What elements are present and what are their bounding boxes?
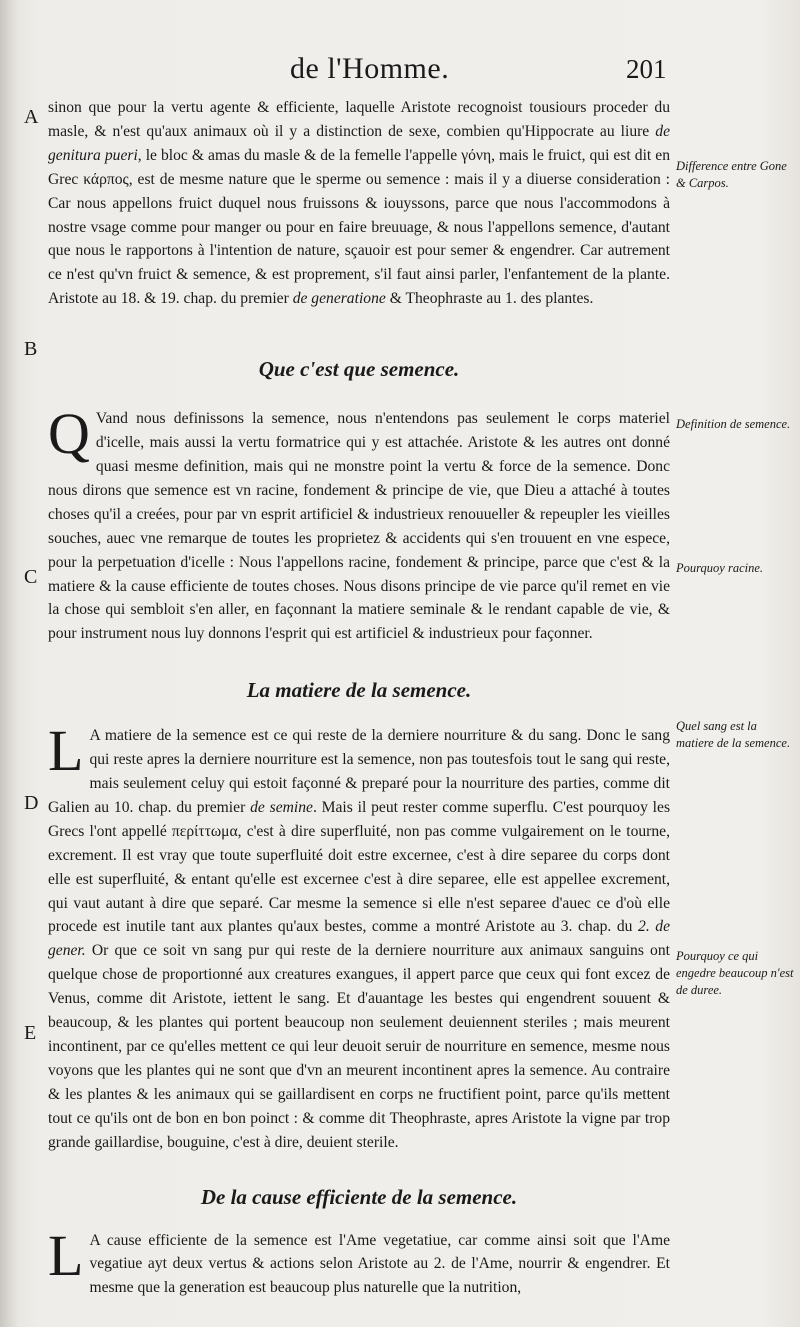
margin-letter-a: A [24,106,39,128]
section-heading-matiere: La matiere de la semence. [246,678,472,703]
paragraph-4: L A cause efficiente de la semence est l'Ame vegetatiue, car comme ainsi soit que l'Ame vegatiue ayt deux vertus & actions selon Aristote au 2. de l'Ame, nourrir & engendrer. Et mesme que la generation est beaucoup plus naturelle que la nutrition, [48,1222,670,1297]
margin-letter-e: E [24,1022,37,1044]
margin-note-difference: Difference entre Gone & Carpos. [676,159,787,190]
italic-term: 2. de gener. [48,918,670,960]
section-heading-semence: Que c'est que semence. [258,357,460,382]
margin-note-definition: Definition de semence. [676,417,791,431]
running-title: de l'Homme. [290,52,450,85]
italic-term: de generatione [292,290,386,308]
drop-capital: Q [48,401,90,467]
paragraph-3: L A matiere de la semence est ce qui reste de la derniere nourriture & du sang. Donc le sang qui reste apres la derniere nourriture est la semence, non pas toutesfois tout le sang qui reste, mais seulement celuy qui estoit façonné & preparé pour la nourriture des parties, comme dit Galien au 10. chap. du premier de semine. Mais il peut rester comme superflu. C'est pourquoy les Grecs l'ont appellé περίττωμα, c'est à dire superfluité, non pas comme vulgairement on le tourne, excrement. Il est vray que toute superfluité doit estre excernee, c'est à dire separee du corps dont elle est superfluité, & entant qu'elle est excernee c'est à dire separee, elle est appellee excrement, qui vaut autant à dire que separé. Car mesme la semence si elle n'est separee d'auec ce d'où elle procede est inutile tant aux plantes qu'aux bestes, comme a montré Aristote au 3. chap. du 2. de gener. Or que ce soit vn sang pur qui reste de la derniere nourriture aux animaux sanguins ont quelque chose de proportionné aux creatures exangues, il appert parce que ceux qui font excez de Venus, comme dit Aristote, iettent le sang. Et d'auantage les bestes qui engendrent souuent & beaucoup, & les plantes qui portent beaucoup non seulement deuiennent steriles ; mais meurent incontinent, par ce qu'elles mettent ce qui leur deuoit seruir de nourriture en semence, mesme nous voyons que les plantes qui ne sont que d'vn an meurent incontinent apres la semence. Au contraire & les plantes & les animaux qui se gaillardisent en corps ne fructifient point, parce qu'ils mettent tout ce qu'ils ont de bon en bon poinct : & comme dit Theophraste, apres Aristote la vigne par trop grande gaillardise, bouguine, c'est à dire, deuient sterile. [48,718,671,1151]
paragraph-1: sinon que pour la vertu agente & efficiente, laquelle Aristote recognoist tousiours proceder du masle, & n'est qu'aux animaux où il y a distinction de sexe, combien qu'Hippocrate au liure de genitura pueri, le bloc & amas du masle & de la femelle l'appelle γόνη, mais le fruict, qui est dit en Grec κάρπος, est de mesme nature que le sperme ou semence : mais il y a diuerse consideration : Car nous appellons fruict duquel nous fruissons & iouyssons, parce que nous l'accommodons à nostre vsage comme pour manger ou pour en faire breuuage, & nous l'appellons semence, d'autant que nous le rapportons à l'intention de nature, sçauoir est pour semer & engendrer. Car autrement ce n'est qu'vn fruict & semence, & est proprement, s'il faut ainsi parler, l'enfantement de la plante. Aristote au 18. & 19. chap. du premier de generatione & Theophraste au 1. des plantes. [48,99,670,308]
drop-capital: L [48,1222,84,1288]
italic-term: de genitura pueri [48,122,670,164]
paragraph-2: Q Vand nous definissons la semence, nous n'entendons pas seulement le corps materiel d'icelle, mais aussi la vertu formatrice qui y est attachée. Aristote & les autres ont donné quasi mesme definition, mais qui ne monstre point la vertu & force de la semence. Donc nous dirons que semence est vn racine, fondement & principe de vie, que Dieu a attaché à toutes choses qu'il a creées, pour par vn esprit artificiel & industrieux renouueller & repeupler les vieilles souches, auec vne remarque de toutes les proprietez & accidents qui s'en trouuent en vne espece, pour la perpetuation d'icelle : Nous l'appellons racine, fondement & principe, parce que c'est & la matiere & la cause efficiente de toutes choses. Nous disons principe de vie parce qu'il remet en vie la chose qui sembloit s'en aller, en façonnant la matiere seminale & le rendant capable de vie, & pour instrument nous luy donnons l'esprit qui est artificiel & industrieux pour façonner. [48,401,670,643]
drop-capital: L [48,718,84,784]
italic-term: de semine [250,798,313,816]
margin-note-quel-sang: Quel sang est la matiere de la semence. [676,719,791,750]
margin-letter-d: D [24,792,39,814]
main-text [48,96,670,1300]
page-number: 201 [626,54,667,84]
margin-note-racine: Pourquoy racine. [676,561,764,575]
page-header [0,52,800,92]
section-heading-cause-efficiente: De la cause efficiente de la semence. [200,1184,518,1209]
margin-letter-c: C [24,566,38,588]
margin-note-pourquoy: Pourquoy ce qui engedre beaucoup n'est de duree. [676,949,794,997]
margin-letter-b: B [24,338,38,360]
